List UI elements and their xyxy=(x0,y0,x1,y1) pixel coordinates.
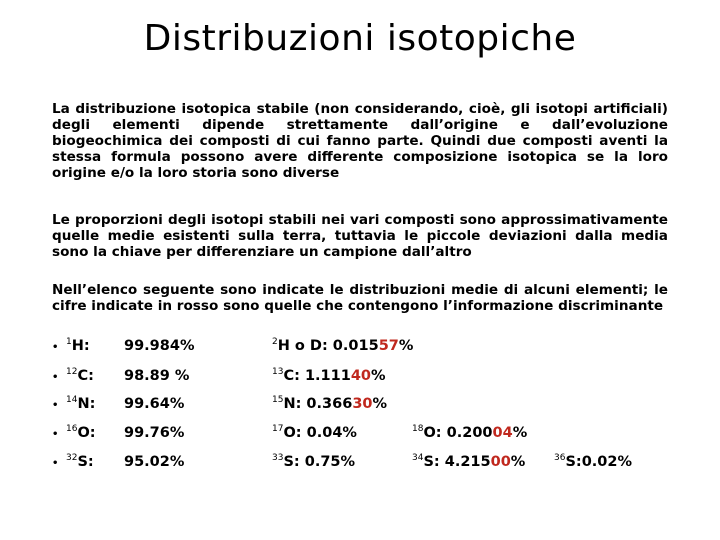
mass-number: 36 xyxy=(554,453,566,463)
paragraph-list-intro: Nell’elenco seguente sono indicate le distribuzioni medie di alcuni elementi; le cifre indicate in rosso sono quelle che contengono l’informazione discriminante xyxy=(52,282,668,314)
paragraph-intro: La distribuzione isotopica stabile (non considerando, cioè, gli isotopi artificiali) degli elementi dipende strettamente dall’origine e dall’evoluzione biogeochimica dei composti di cui fanno parte. Quindi due composti aventi la stessa formula possono avere differente composizione isotopica se la loro origine e/o la loro storia sono diverse xyxy=(52,101,668,181)
isotope-text: S:0.02% xyxy=(565,454,632,470)
bullet-icon: • xyxy=(52,458,59,469)
paragraph-proportions: Le proporzioni degli isotopi stabili nei vari composti sono approssimativamente quelle medie esistenti sulla terra, tuttavia le piccole deviazioni dalla media sono la chiave per differenziare un campione dall’altro xyxy=(52,212,668,260)
slide-title: Distribuzioni isotopiche xyxy=(143,18,577,59)
isotope-text: N: xyxy=(77,396,96,412)
minor-isotope xyxy=(272,425,357,441)
isotope-text: S: 4.215 xyxy=(423,454,491,470)
discriminant-digits: 30 xyxy=(352,396,373,412)
mass-number: 13 xyxy=(272,367,284,377)
main-isotope xyxy=(66,425,96,441)
mass-number: 18 xyxy=(412,424,424,434)
isotope-row xyxy=(52,368,692,390)
mass-number: 32 xyxy=(66,453,78,463)
isotope-text: C: 1.111 xyxy=(283,368,351,384)
main-isotope-abundance: 95.02% xyxy=(124,454,185,470)
isotope-text: H: xyxy=(71,338,90,354)
mass-number: 16 xyxy=(66,424,78,434)
isotope-row xyxy=(52,396,692,418)
minor-isotope xyxy=(272,454,355,470)
minor-isotope xyxy=(412,425,527,441)
mass-number: 17 xyxy=(272,424,284,434)
bullet-icon: • xyxy=(52,372,59,383)
isotope-text: O: 0.04% xyxy=(283,425,357,441)
bullet-icon: • xyxy=(52,429,59,440)
percent-suffix: % xyxy=(398,338,414,354)
isotope-text: N: 0.366 xyxy=(283,396,353,412)
main-isotope xyxy=(66,396,95,412)
mass-number: 12 xyxy=(66,367,78,377)
mass-number: 34 xyxy=(412,453,424,463)
bullet-icon: • xyxy=(52,342,59,353)
isotope-text: S: xyxy=(77,454,94,470)
minor-isotope xyxy=(412,454,525,470)
main-isotope-abundance: 99.76% xyxy=(124,425,185,441)
mass-number: 2 xyxy=(272,337,278,347)
isotope-text: S: 0.75% xyxy=(283,454,356,470)
main-isotope xyxy=(66,368,94,384)
main-isotope xyxy=(66,454,94,470)
discriminant-digits: 40 xyxy=(350,368,371,384)
isotope-text: O: 0.200 xyxy=(423,425,493,441)
discriminant-digits: 04 xyxy=(492,425,513,441)
discriminant-digits: 57 xyxy=(378,338,399,354)
discriminant-digits: 00 xyxy=(490,454,511,470)
isotope-row xyxy=(52,338,692,360)
main-isotope-abundance: 99.984% xyxy=(124,338,195,354)
percent-suffix: % xyxy=(371,368,386,384)
mass-number: 15 xyxy=(272,395,284,405)
percent-suffix: % xyxy=(510,454,526,470)
mass-number: 1 xyxy=(66,337,72,347)
main-isotope-abundance: 99.64% xyxy=(124,396,185,412)
percent-suffix: % xyxy=(512,425,528,441)
isotope-text: O: xyxy=(77,425,96,441)
isotope-text: C: xyxy=(77,368,94,384)
mass-number: 14 xyxy=(66,395,78,405)
mass-number: 33 xyxy=(272,453,284,463)
minor-isotope xyxy=(554,454,632,470)
minor-isotope xyxy=(272,338,413,354)
isotope-row xyxy=(52,454,692,476)
percent-suffix: % xyxy=(372,396,388,412)
isotope-text: H o D: 0.015 xyxy=(277,338,379,354)
isotope-row xyxy=(52,425,692,447)
minor-isotope xyxy=(272,368,386,384)
main-isotope xyxy=(66,338,90,354)
main-isotope-abundance: 98.89 % xyxy=(124,368,190,384)
bullet-icon: • xyxy=(52,400,59,411)
minor-isotope xyxy=(272,396,387,412)
